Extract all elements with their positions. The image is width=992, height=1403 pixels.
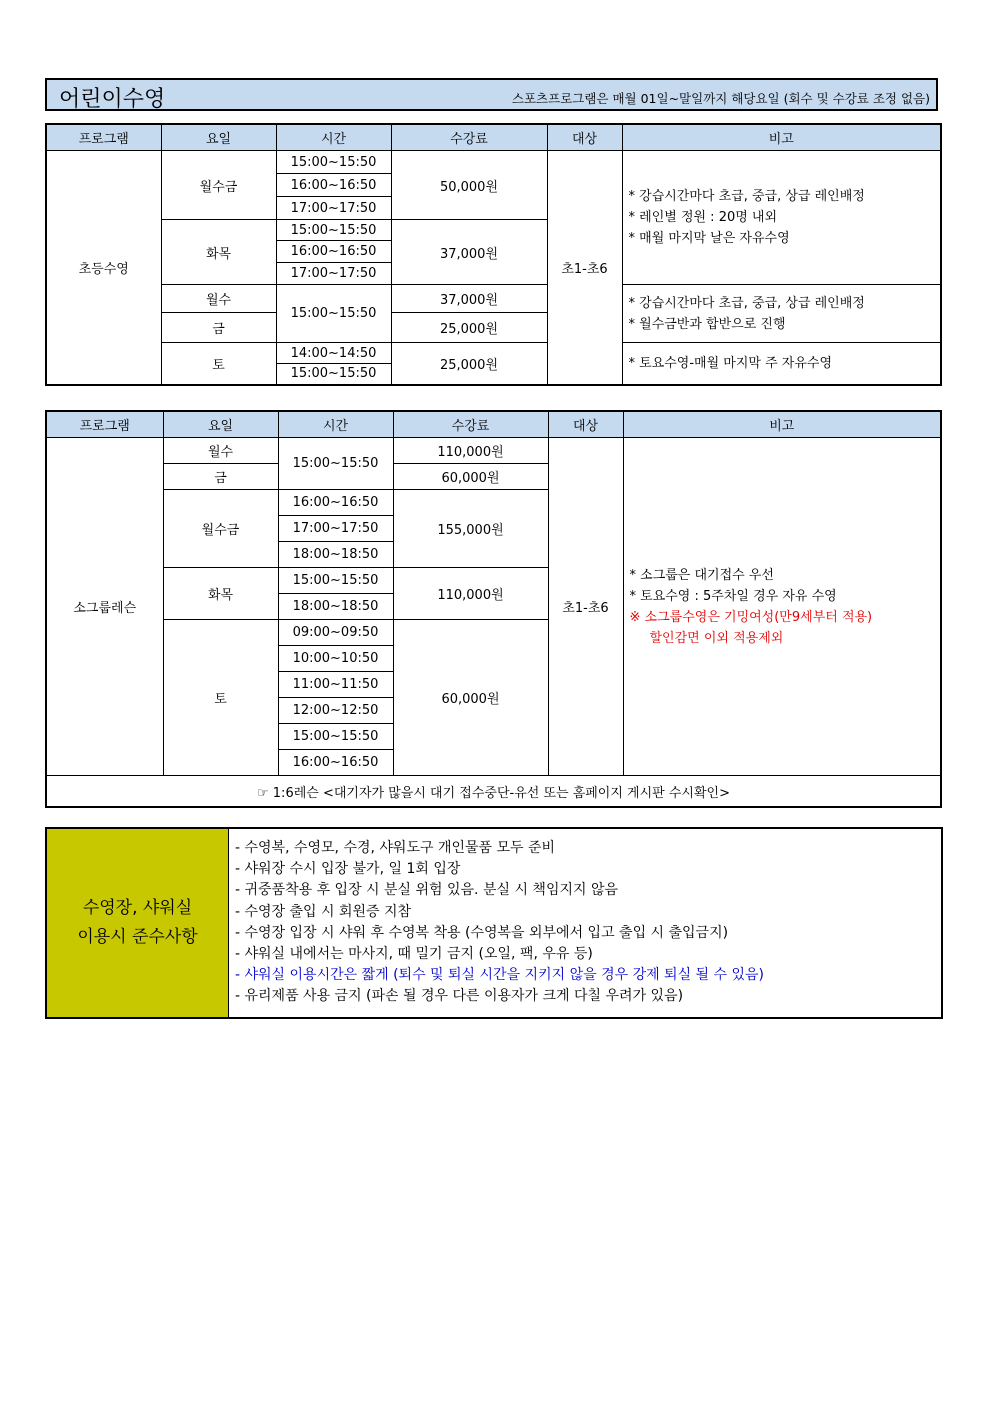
time-cell: 15:00~15:50 [278,724,393,750]
time-cell: 15:00~15:50 [276,364,391,385]
day-cell: 금 [161,313,276,343]
time-cell: 11:00~11:50 [278,672,393,698]
day-cell: 월수금 [161,151,276,220]
rules-title [47,829,229,1017]
note-line: * 강습시간마다 초급, 중급, 상급 레인배정 [628,295,865,311]
time-cell: 16:00~16:50 [276,241,391,263]
note-line-red: 할인감면 이외 적용제외 [649,630,784,646]
header-day: 요일 [163,411,278,438]
note-line: * 토요수영 : 5주차일 경우 자유 수영 [629,588,837,604]
rule-item: - 수영장 출입 시 회원증 지참 [235,903,412,920]
rule-item-highlight: - 샤워실 이용시간은 짧게 (퇴수 및 퇴실 시간을 지키지 않을 경우 강제 퇴실 될 수 있음) [235,967,765,984]
target-cell: 초1-초6 [548,438,623,776]
day-cell: 화목 [163,568,278,620]
schedule-table-small-group [45,410,942,808]
time-cell: 15:00~15:50 [276,220,391,241]
header-target: 대상 [547,124,622,151]
fee-cell: 37,000원 [391,220,547,285]
table-footer-note: ☞ 1:6레슨 <대기자가 많을시 대기 접수중단-유선 또는 홈페이지 게시판 수시확인> [46,776,941,808]
fee-cell: 50,000원 [391,151,547,220]
pool-rules-box [45,827,943,1019]
program-name: 소그룹레슨 [46,438,163,776]
schedule-table-elementary [45,123,942,386]
day-cell: 토 [161,343,276,385]
rules-title-line: 이용시 준수사항 [77,927,198,947]
note-cell [622,285,941,343]
note-line: * 매월 마지막 날은 자유수영 [628,231,790,246]
program-name: 초등수영 [46,151,161,385]
section-title: 어린이수영 [59,87,166,112]
header-program: 프로그램 [46,411,163,438]
rule-item: - 수영장 입장 시 샤워 후 수영복 착용 (수영복을 외부에서 입고 출입 시 출입금지) [235,924,729,941]
time-cell: 12:00~12:50 [278,698,393,724]
header-fee: 수강료 [393,411,548,438]
rule-item: - 샤워장 수시 입장 불가, 일 1회 입장 [235,861,461,878]
table-row [46,343,941,364]
note-cell [622,343,941,385]
fee-cell: 110,000원 [393,568,548,620]
fee-cell: 60,000원 [393,464,548,490]
fee-cell: 25,000원 [391,343,547,385]
table-header-row [46,124,941,151]
note-line: * 토요수영-매월 마지막 주 자유수영 [628,355,833,371]
time-cell: 15:00~15:50 [276,285,391,343]
note-line: * 소그룹은 대기접수 우선 [629,567,774,583]
time-cell: 17:00~17:50 [276,263,391,285]
target-cell: 초1-초6 [547,151,622,385]
header-fee: 수강료 [391,124,547,151]
fee-cell: 110,000원 [393,438,548,464]
day-cell: 월수 [161,285,276,313]
fee-cell: 25,000원 [391,313,547,343]
note-cell [622,151,941,285]
rules-list [229,829,941,1017]
time-cell: 16:00~16:50 [276,174,391,197]
note-line: * 월수금반과 합반으로 진행 [628,316,786,332]
time-cell: 09:00~09:50 [278,620,393,646]
rule-item: - 수영복, 수영모, 수경, 샤워도구 개인물품 모두 준비 [235,840,556,856]
time-cell: 16:00~16:50 [278,750,393,776]
time-cell: 15:00~15:50 [278,438,393,490]
rules-title-line: 수영장, 샤워실 [82,898,193,918]
note-cell [623,438,941,776]
section-banner [45,78,938,111]
time-cell: 17:00~17:50 [276,197,391,220]
day-cell: 월수 [163,438,278,464]
rule-item: - 귀중품착용 후 입장 시 분실 위험 있음. 분실 시 책임지지 않음 [235,882,619,899]
time-cell: 15:00~15:50 [276,151,391,174]
header-program: 프로그램 [46,124,161,151]
table-row [46,438,941,464]
note-line: * 레인별 정원 : 20명 내외 [628,210,778,225]
banner-note: 스포츠프로그램은 매월 01일~말일까지 해당요일 (회수 및 수강료 조정 없음) [511,91,930,106]
time-cell: 10:00~10:50 [278,646,393,672]
time-cell: 14:00~14:50 [276,343,391,364]
time-cell: 17:00~17:50 [278,516,393,542]
day-cell: 금 [163,464,278,490]
time-cell: 18:00~18:50 [278,542,393,568]
fee-cell: 155,000원 [393,490,548,568]
day-cell: 토 [163,620,278,776]
header-time: 시간 [278,411,393,438]
header-time: 시간 [276,124,391,151]
rule-item: - 유리제품 사용 금지 (파손 될 경우 다른 이용자가 크게 다칠 우려가 있음) [235,988,684,1005]
note-line: * 강습시간마다 초급, 중급, 상급 레인배정 [628,189,865,204]
header-day: 요일 [161,124,276,151]
fee-cell: 37,000원 [391,285,547,313]
table-row [46,151,941,174]
time-cell: 15:00~15:50 [278,568,393,594]
table-row [46,285,941,313]
day-cell: 월수금 [163,490,278,568]
time-cell: 18:00~18:50 [278,594,393,620]
note-line-red: ※ 소그룹수영은 기밍여성(만9세부터 적용) [629,609,873,625]
table-footer-row [46,776,941,808]
day-cell: 화목 [161,220,276,285]
fee-cell: 60,000원 [393,620,548,776]
time-cell: 16:00~16:50 [278,490,393,516]
table-header-row [46,411,941,438]
rule-item: - 샤워실 내에서는 마사지, 때 밀기 금지 (오일, 팩, 우유 등) [235,946,593,963]
header-note: 비고 [623,411,941,438]
header-note: 비고 [622,124,941,151]
header-target: 대상 [548,411,623,438]
